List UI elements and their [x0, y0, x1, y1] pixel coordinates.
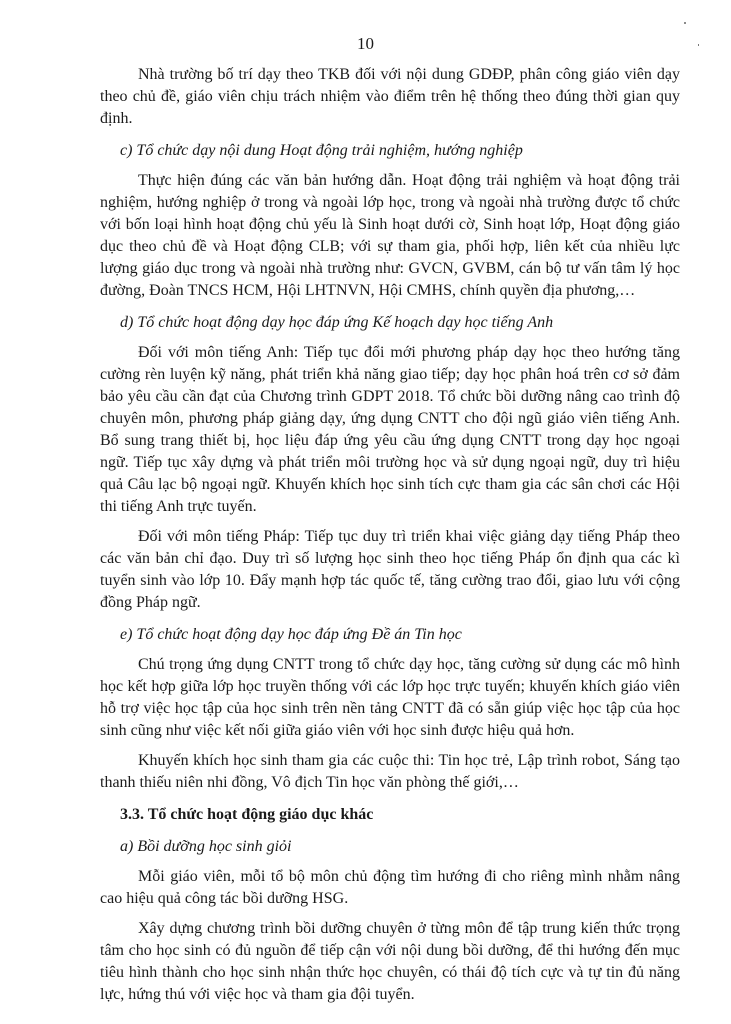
- section-heading: 3.3. Tổ chức hoạt động giáo dục khác: [120, 806, 374, 823]
- subsection-heading: d) Tổ chức hoạt động dạy học đáp ứng Kế hoạch dạy học tiếng Anh: [120, 314, 554, 331]
- paragraph: Đối với môn tiếng Anh: Tiếp tục đổi mới phương pháp dạy học theo hướng tăng cường rèn luyện kỹ năng, phát triển khả năng giao tiếp; dạy học phân hoá trên cơ sở đảm bảo yêu cầu cần đạt của Chương trình GDPT 2018. Tổ chức bồi dưỡng nâng cao trình độ chuyên môn, phương pháp giảng dạy, ứng dụng CNTT cho đội ngũ giáo viên tiếng Anh. Bổ sung trang thiết bị, học liệu đáp ứng yêu cầu ứng dụng CNTT trong dạy học ngoại ngữ. Tiếp tục xây dựng và phát triển môi trường học và sử dụng ngoại ngữ, duy trì hiệu quả Câu lạc bộ ngoại ngữ. Khuyến khích học sinh tích cực tham gia các sân chơi các Hội thi tiếng Anh trực tuyến.: [100, 344, 680, 515]
- subsection-heading: e) Tổ chức hoạt động dạy học đáp ứng Đề án Tin học: [120, 626, 462, 643]
- paragraph: Xây dựng chương trình bồi dưỡng chuyên ở từng môn để tập trung kiến thức trọng tâm cho học sinh có đủ nguồn để tiếp cận với nội dung bồi dưỡng, để thi hướng đến mục tiêu hình thành cho học sinh nhận thức học chuyên, có thái độ tích cực và tự tin đủ năng lực, hứng thú với việc học và tham gia đội tuyển.: [100, 920, 680, 1003]
- scan-speck: [684, 22, 686, 24]
- paragraph: Chú trọng ứng dụng CNTT trong tổ chức dạy học, tăng cường sử dụng các mô hình học kết hợp giữa lớp học truyền thống với các lớp học trực tuyến; khuyến khích giáo viên hỗ trợ việc học tập của học sinh trên nền tảng CNTT đã có sẵn giúp việc học tập của học sinh cũng như việc kết nối giữa giáo viên với học sinh được hiệu quả hơn.: [100, 656, 680, 739]
- subsection-heading: c) Tổ chức dạy nội dung Hoạt động trải nghiệm, hướng nghiệp: [120, 142, 523, 159]
- page-number: 10: [357, 34, 374, 53]
- paragraph: Thực hiện đúng các văn bản hướng dẫn. Hoạt động trải nghiệm và hoạt động trải nghiệm, hướng nghiệp ở trong và ngoài lớp học, trong và ngoài nhà trường được tổ chức với bốn loại hình hoạt động chủ yếu là Sinh hoạt dưới cờ, Sinh hoạt lớp, Hoạt động giáo dục theo chủ đề và Hoạt động CLB; với sự tham gia, phối hợp, liên kết của nhiều lực lượng giáo dục trong và ngoài nhà trường như: GVCN, GVBM, cán bộ tư vấn tâm lý học đường, Đoàn TNCS HCM, Hội LHTNVN, Hội CMHS, chính quyền địa phương,…: [100, 172, 680, 299]
- paragraph: Nhà trường bố trí dạy theo TKB đối với nội dung GDĐP, phân công giáo viên dạy theo chủ đề, giáo viên chịu trách nhiệm vào điểm trên hệ thống theo đúng thời gian quy định.: [100, 66, 680, 127]
- paragraph: Khuyến khích học sinh tham gia các cuộc thi: Tin học trẻ, Lập trình robot, Sáng tạo thanh thiếu niên nhi đồng, Vô địch Tin học văn phòng thế giới,…: [100, 752, 680, 791]
- scan-speck: [698, 44, 699, 46]
- paragraph: Đối với môn tiếng Pháp: Tiếp tục duy trì triển khai việc giảng dạy tiếng Pháp theo các văn bản chỉ đạo. Duy trì số lượng học sinh theo học tiếng Pháp ổn định qua các kì tuyển sinh vào lớp 10. Đẩy mạnh hợp tác quốc tế, tăng cường trao đổi, giao lưu với cộng đồng Pháp ngữ.: [100, 528, 680, 611]
- subsection-heading: a) Bồi dưỡng học sinh giỏi: [120, 838, 292, 855]
- document-body: [100, 64, 680, 1006]
- paragraph: Mỗi giáo viên, mỗi tổ bộ môn chủ động tìm hướng đi cho riêng mình nhằm nâng cao hiệu quả công tác bồi dưỡng HSG.: [100, 868, 680, 907]
